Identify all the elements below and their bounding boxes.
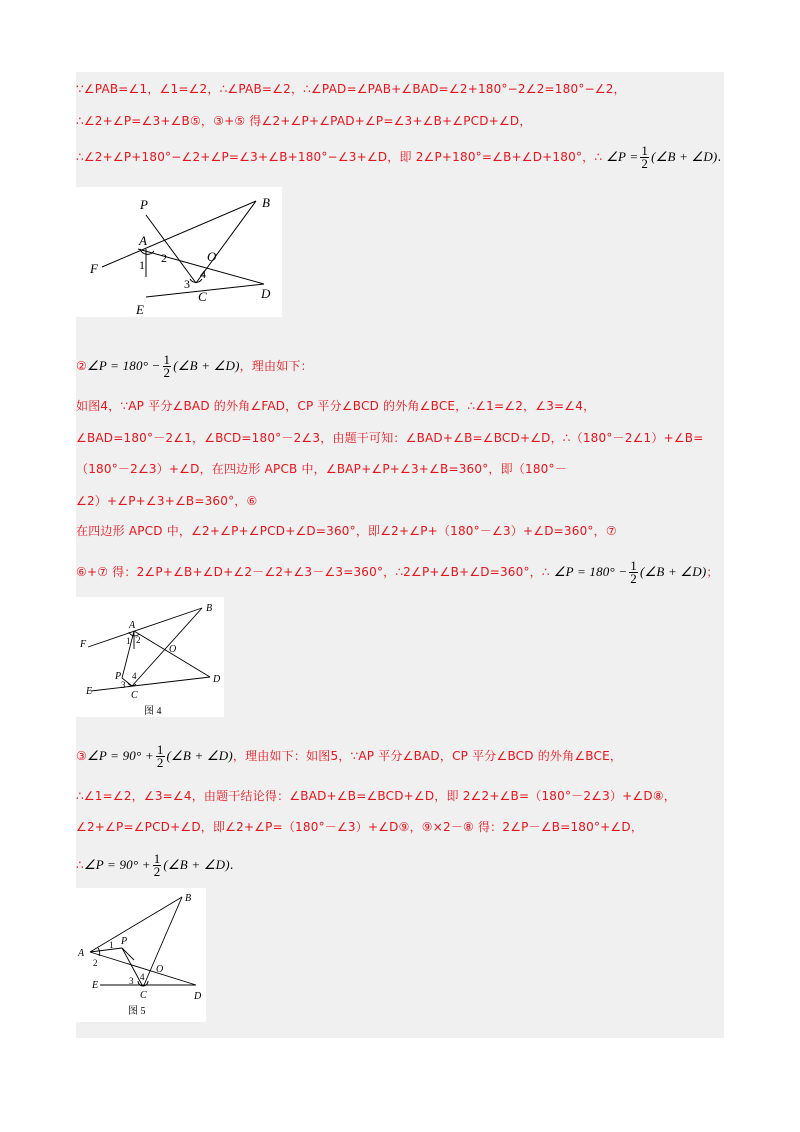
part3-heading: ③∠P = 90° + $\frac{1}{2}$ (∠B + ∠D)，理由如下：如图5，∵AP 平分∠BAD，CP 平分∠BCD 的外角∠BCE， — [76, 742, 623, 770]
label-3: 3 — [184, 277, 190, 291]
formula-right: (∠B + ∠D) — [651, 149, 718, 164]
formula-left: ∠P = — [606, 149, 639, 164]
fraction-half: $\frac{1}{2}$ — [630, 558, 637, 586]
label-B: B — [185, 893, 192, 904]
label-4: 4 — [200, 267, 206, 281]
formula-right: (∠B + ∠D) — [163, 857, 230, 872]
part2-line3: （180°－2∠3）+∠D，在四边形 APCB 中，∠BAP+∠P+∠3+∠B=360°，即（180°－ — [76, 462, 567, 476]
label-C: C — [198, 289, 207, 304]
part2-line1: 如图4，∵AP 平分∠BAD 的外角∠FAD，CP 平分∠BCD 的外角∠BCE，∴∠1=∠2，∠3=∠4， — [76, 399, 596, 413]
formula-right: (∠B + ∠D) — [173, 358, 240, 373]
label-A: A — [78, 948, 85, 959]
label-C: C — [131, 690, 138, 701]
label-2: 2 — [136, 635, 141, 645]
figure-2 — [76, 597, 224, 717]
label-O: O — [207, 249, 217, 264]
formula-right: (∠B + ∠D) — [640, 564, 707, 579]
part3-line1: ∴∠1=∠2，∠3=∠4，由题干结论得：∠BAD+∠B=∠BCD+∠D，即 2∠2+∠B=（180°－2∠3）+∠D⑧， — [76, 789, 676, 803]
part2-line4: ∠2）+∠P+∠3+∠B=360°，⑥ — [76, 494, 258, 508]
label-D: D — [194, 991, 202, 1002]
part1-line2: ∴∠2+∠P=∠3+∠B⑤，③+⑤ 得∠2+∠P+∠PAD+∠P=∠3+∠B+∠PCD+∠D， — [76, 114, 532, 128]
label-4: 4 — [140, 972, 145, 982]
label-P: P — [140, 197, 148, 212]
label-C: C — [140, 990, 147, 1001]
part1-line1: ∵∠PAB=∠1，∠1=∠2，∴∠PAB=∠2，∴∠PAD=∠PAB+∠BAD=∠2+180°−2∠2=180°−∠2， — [76, 82, 626, 96]
label-D: D — [261, 286, 271, 301]
label-O: O — [156, 964, 164, 975]
label-3: 3 — [129, 976, 134, 986]
label-3: 3 — [121, 680, 126, 690]
part3-line2: ∠2+∠P=∠PCD+∠D，即∠2+∠P=（180°－∠3）+∠D⑨，⑨×2－⑧ 得：2∠P－∠B=180°+∠D， — [76, 820, 644, 834]
label-D: D — [213, 674, 221, 685]
label-F: F — [80, 639, 87, 650]
label-F: F — [90, 261, 98, 276]
label-E: E — [136, 302, 144, 317]
label-A: A — [139, 233, 147, 248]
formula-left: ∠P = 180° − — [553, 564, 628, 579]
label-E: E — [86, 686, 93, 697]
part2-line6: ⑥+⑦ 得：2∠P+∠B+∠D+∠2－∠2+∠3－∠3=360°，∴2∠P+∠B+∠D=360°，∴ ∠P = 180° − $\frac{1}{2}$ (∠B + ∠D)； — [76, 558, 719, 586]
fraction-half: $\frac{1}{2}$ — [641, 143, 649, 171]
label-2: 2 — [93, 958, 98, 968]
fraction-half: $\frac{1}{2}$ — [163, 352, 171, 380]
formula-left: ∠P = 90° + — [86, 748, 154, 763]
label-B: B — [262, 195, 270, 210]
label-1: 1 — [126, 636, 131, 646]
label-1: 1 — [139, 258, 145, 272]
label-4: 4 — [132, 671, 137, 681]
label-O: O — [169, 644, 177, 655]
fraction-half: $\frac{1}{2}$ — [156, 742, 164, 770]
label-2: 2 — [161, 251, 167, 265]
formula-left: ∠P = 180° − — [86, 358, 161, 373]
part2-line2: ∠BAD=180°－2∠1，∠BCD=180°－2∠3，由题干可知：∠BAD+∠B=∠BCD+∠D，∴（180°－2∠1）+∠B= — [76, 431, 704, 445]
figure-caption: 图 4 — [144, 706, 162, 717]
label-A: A — [129, 620, 136, 631]
label-E: E — [92, 980, 99, 991]
label-B: B — [206, 603, 213, 614]
figure-3 — [76, 888, 206, 1022]
label-P: P — [121, 936, 128, 947]
fraction-half: $\frac{1}{2}$ — [153, 851, 161, 879]
part1-line3-text: ∴∠2+∠P+180°−∠2+∠P=∠3+∠B+180°−∠3+∠D，即 2∠P+180°=∠B+∠D+180°，∴ — [76, 150, 603, 164]
part3-line3: ∴∠P = 90° + $\frac{1}{2}$ (∠B + ∠D). — [76, 851, 234, 879]
figure-1 — [76, 187, 282, 317]
formula-left: ∠P = 90° + — [83, 857, 151, 872]
formula-right: (∠B + ∠D) — [166, 748, 233, 763]
label-P: P — [115, 671, 122, 682]
part2-heading: ②∠P = 180° − $\frac{1}{2}$ (∠B + ∠D)，理由如下： — [76, 352, 313, 380]
figure-caption: 图 5 — [128, 1006, 146, 1017]
part1-line3: ∴∠2+∠P+180°−∠2+∠P=∠3+∠B+180°−∠3+∠D，即 2∠P+180°=∠B+∠D+180°，∴ ∠P = $\frac{1}{2}$ (∠B + ∠D). — [76, 143, 722, 171]
label-1: 1 — [109, 940, 114, 950]
part2-line5: 在四边形 APCD 中，∠2+∠P+∠PCD+∠D=360°，即∠2+∠P+（180°－∠3）+∠D=360°，⑦ — [76, 524, 617, 538]
